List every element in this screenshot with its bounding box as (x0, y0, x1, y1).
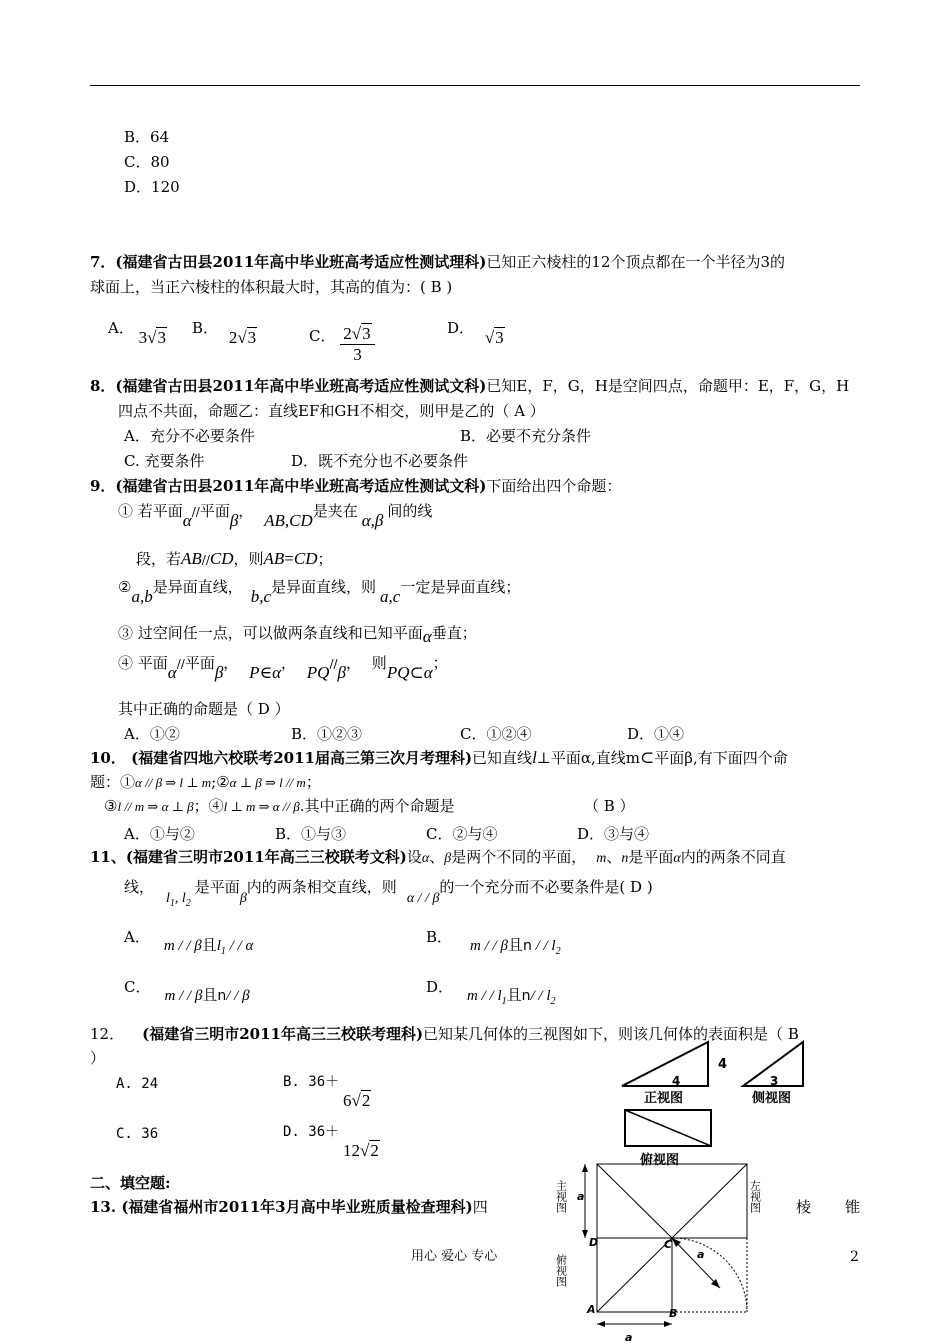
question-11-source: 11、(福建省三明市2011年高三三校联考文科) (90, 848, 407, 866)
question-10-line2: 题：①α // β ⇒ l ⊥ m;②α ⊥ β ⇒ l // m； (90, 773, 321, 791)
question-10-option-d: D．③与④ (577, 825, 650, 843)
question-8-line1: 8．(福建省古田县2011年高中毕业班高考适应性测试文科)已知E，F，G，H是空间四点，命题甲：E，F，G，H (90, 377, 850, 395)
question-9-option-a: A．①② (124, 725, 180, 743)
side-view-width-label: 3 (770, 1074, 779, 1088)
question-9-ask: 其中正确的命题是（ D ） (118, 700, 290, 718)
footer-slogan: 用心 爱心 专心 (411, 1249, 498, 1264)
top-view-diagonal (597, 1238, 672, 1312)
vertex-d-label: D (589, 1236, 599, 1249)
main-view-edge (597, 1164, 672, 1238)
front-view-width-label: 4 (672, 1074, 681, 1088)
front-view-label: 正视图 (644, 1091, 684, 1106)
question-8-option-d: D．既不充分也不必要条件 (291, 452, 469, 470)
question-11-line2: 线，$l_1$, $l_2$是平面β内的两条相交直线，则α / / β的一个充分而不必要条件是( D ) (124, 878, 653, 909)
front-view-height-label: 4 (718, 1057, 728, 1072)
question-13-line1: 13. (福建省福州市2011年3月高中毕业班质量检查理科)四 (90, 1198, 488, 1216)
question-7-option-a: A． 3√3 (108, 319, 166, 347)
page-number: 2 (850, 1249, 859, 1265)
question-7-option-c: C． $\frac{2√3}{3}$ (309, 316, 375, 358)
option-d-120: D．120 (124, 178, 180, 196)
option-b-64: B．64 (124, 128, 170, 146)
main-left-view-rect (597, 1164, 747, 1238)
left-view-label: 左视图 (748, 1180, 762, 1213)
question-8-line2: 四点不共面，命题乙：直线EF和GH不相交，则甲是乙的（ A ） (118, 402, 545, 420)
question-7-source: 7．(福建省古田县2011年高中毕业班高考适应性测试理科) (90, 253, 487, 271)
question-11-option-b: B． m / / β且n / / $l_2$ (426, 928, 561, 957)
question-12-line2: ） (90, 1049, 106, 1067)
question-12-option-b: B. 36＋ 6√2 (283, 1074, 371, 1110)
vertex-b-label: B (669, 1307, 678, 1320)
question-13-tail-b: 锥 (845, 1198, 861, 1216)
question-7-text: 已知正六棱柱的12个顶点都在一个半径为3的 (486, 253, 786, 271)
front-view-triangle (622, 1042, 708, 1086)
question-9-option-b: B．①②③ (291, 725, 363, 743)
radius-a-label: a (697, 1248, 705, 1261)
question-13-source: 13. (福建省福州市2011年3月高中毕业班质量检查理科) (90, 1198, 473, 1216)
dimension-a-label: a (577, 1190, 585, 1203)
question-9-option-d: D．①④ (627, 725, 685, 743)
bottom-a-label: a (625, 1331, 633, 1344)
vertex-a-label: A (587, 1303, 596, 1316)
main-view-label: 主视图 (555, 1180, 568, 1213)
question-9-prop2: ②a,b是异面直线， b,c是异面直线，则 a,c一定是异面直线； (118, 578, 521, 606)
left-view-edge (672, 1164, 747, 1238)
question-10-source: 10． (福建省四地六校联考2011届高三第三次月考理科) (90, 749, 473, 767)
question-12-line1: 12． (福建省三明市2011年高三三校联考理科)已知某几何体的三视图如下，则该几何体的表面积是（ B (90, 1025, 799, 1043)
question-8-option-b: B．必要不充分条件 (460, 427, 592, 445)
question-10-option-c: C．②与④ (426, 825, 498, 843)
question-10-answer: （ B ） (584, 797, 635, 815)
question-13-tail-a: 棱 (796, 1198, 812, 1216)
question-12-option-c: C. 36 (116, 1126, 159, 1142)
vertex-c-label: C (664, 1238, 673, 1251)
question-8-option-a: A．充分不必要条件 (124, 427, 255, 445)
top-view-side-label: 俯视图 (555, 1254, 568, 1287)
question-8-source: 8．(福建省古田县2011年高中毕业班高考适应性测试文科) (90, 377, 487, 395)
question-10-line1: 10． (福建省四地六校联考2011届高三第三次月考理科)已知直线l⊥平面α,直线m⊂平面β,有下面四个命 (90, 748, 788, 767)
three-view-figure (600, 1038, 830, 1168)
question-9-prop1: ① 若平面α//平面β， AB,CD是夹在 α,β 间的线 (118, 502, 433, 530)
question-9-source: 9．(福建省古田县2011年高中毕业班高考适应性测试文科) (90, 477, 487, 495)
question-9-line1: 9．(福建省古田县2011年高中毕业班高考适应性测试文科)下面给出四个命题： (90, 477, 622, 495)
top-view-diagonal (625, 1110, 711, 1146)
question-11-line1: 11、(福建省三明市2011年高三三校联考文科)设α、β是两个不同的平面， m、n是平面α内的两条不同直 (90, 848, 786, 866)
question-7-option-b: B． 2√3 (192, 319, 257, 347)
question-7-option-d: D． √3 (447, 319, 504, 347)
question-12-option-a: A. 24 (116, 1076, 159, 1092)
radius-arrow-line (672, 1238, 720, 1288)
question-7-line2: 球面上，当正六棱柱的体积最大时，其高的值为：( B ) (90, 278, 453, 296)
option-c-80: C．80 (124, 153, 170, 171)
question-11-option-a: A． m / / β且$l_1$ / / α (124, 928, 254, 957)
side-view-label: 侧视图 (752, 1091, 792, 1106)
question-11-option-d: D． m / / $l_1$且$n/ / l_2$ (426, 978, 556, 1007)
question-9-prop4: ④ 平面α//平面β， P∈α， PQ//β， 则PQ⊂α； (118, 654, 448, 682)
question-9-option-c: C．①②④ (460, 725, 532, 743)
question-8-option-c: C. 充要条件 (124, 452, 205, 470)
question-10-option-b: B．①与③ (275, 825, 347, 843)
header-rule (90, 85, 860, 86)
question-9-prop3: ③ 过空间任一点，可以做两条直线和已知平面α垂直； (118, 624, 477, 646)
section-2-title: 二、填空题: (90, 1174, 171, 1192)
question-12-option-d: D. 36＋ 12√2 (283, 1124, 379, 1160)
question-10-option-a: A．①与② (124, 825, 195, 843)
question-7-line1 (90, 253, 785, 271)
question-11-option-c: C． m / / β且n/ / β (124, 978, 250, 1004)
question-10-line3: ③l // m ⇒ α ⊥ β；④l ⊥ m ⇒ α // β.其中正确的两个命题是 (104, 797, 455, 815)
question-9-prop1-cont: 段，若AB//CD，则AB=CD； (136, 549, 333, 568)
top-view-label: 俯视图 (640, 1153, 680, 1168)
pyramid-view-figure (555, 1160, 790, 1344)
question-12-source: (福建省三明市2011年高三三校联考理科) (142, 1025, 424, 1043)
